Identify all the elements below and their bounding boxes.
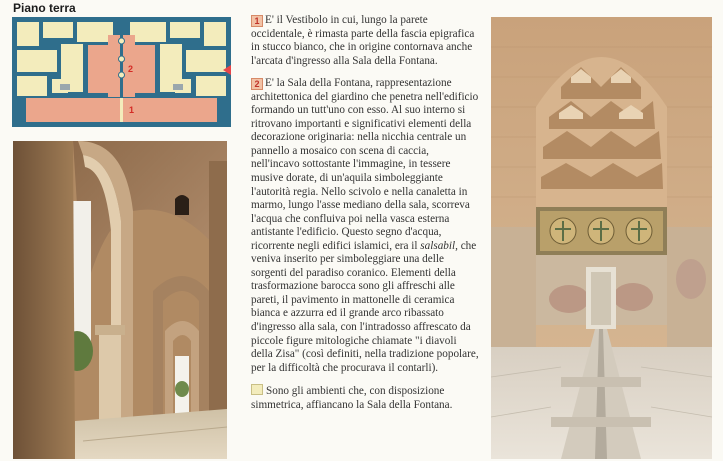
paragraph-1: 1 E' il Vestibolo in cui, lungo la parete occidentale, è rimasta parte della fascia epigrafica in stucco bianco, che in origine contornava anche l'arcata d'ingresso alla Sala della Fontana.	[251, 14, 475, 67]
description-column	[251, 14, 479, 421]
plan-room	[17, 50, 57, 72]
number-badge: 1	[251, 15, 263, 27]
page-heading: Piano terra	[13, 1, 76, 15]
vestibule-photo	[13, 141, 227, 459]
legend-swatch	[251, 384, 263, 395]
plan-room	[17, 76, 47, 96]
number-badge: 2	[251, 78, 263, 90]
plan-room	[17, 22, 39, 46]
plan-label-2: 2	[128, 64, 134, 74]
plan-label-1: 1	[129, 105, 135, 115]
plan-room	[130, 22, 166, 42]
fountain-hall-photo	[491, 17, 712, 459]
plan-room	[204, 22, 226, 46]
plan-room	[196, 76, 226, 96]
floor-plan	[12, 17, 231, 127]
paragraph-2: 2 E' la Sala della Fontana, rappresentazione architettonica del giardino che penetra nell'edificio formando un tutt'uno con esso. Al suo interno si ritrovano importanti e significativi elementi della decorazione originaria: nella nicchia centrale un pannello a mosaico con scena di caccia, nell'incavo sottostante l'immagine, in tessere musive dorate, di un'aquila simboleggiante l'autorità regia. Nello scivolo e nella canaletta in marmo, lungo l'asse mediano della sala, scorreva l'acqua che confluiva poi nella vasca esterna antistante l'edificio. Questo segno d'acqua, ricorrente negli edifici islamici, era il salsabil, che veniva inserito per simboleggiare una delle sorgenti del paradiso coranico. Elementi della trasformazione barocca sono gli affreschi alle pareti, il pavimento in mattonelle di ceramica bianca e azzurra ed il grande arco ribassato d'ingresso alla sala, con l'intradosso affrescato da piccole figure mitologiche chiamate "i diavoli della Zisa" (così definiti, nella tradizione popolare, per la difficoltà che procurava il contarli).	[251, 77, 479, 374]
plan-room	[43, 22, 73, 38]
paragraph-3: Sono gli ambienti che, con disposizione simmetrica, affiancano la Sala della Fontana.	[251, 385, 453, 411]
plan-room	[77, 22, 113, 42]
plan-room	[170, 22, 200, 38]
plan-room	[186, 50, 226, 72]
